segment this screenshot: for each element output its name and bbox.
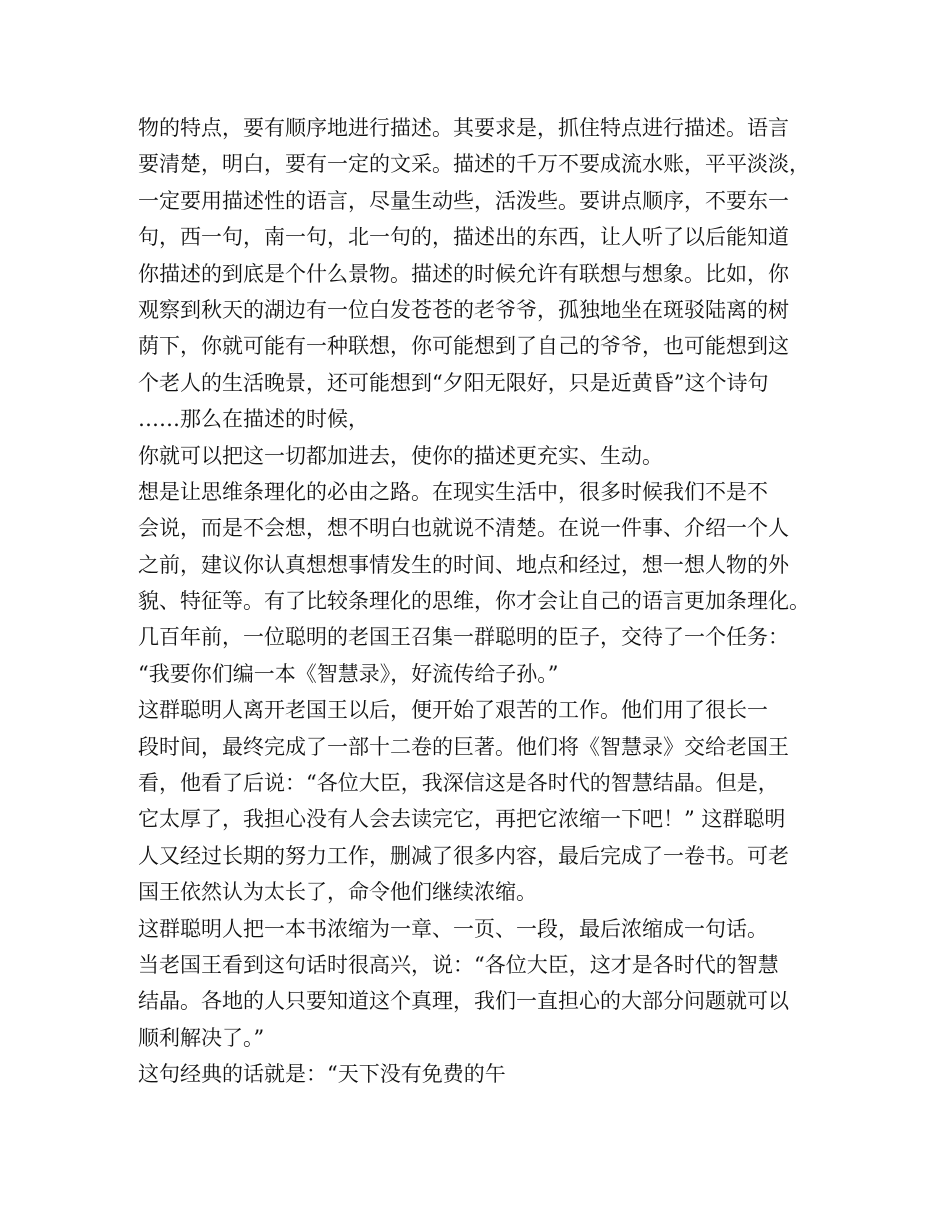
text-line: 个老人的生活晚景，还可能想到“夕阳无限好，只是近黄昏”这个诗句: [138, 370, 769, 395]
text-line: 物的特点，要有顺序地进行描述。其要求是，抓住特点进行描述。语言: [138, 116, 789, 140]
text-line: 一定要用描述性的语言，尽量生动些，活泼些。要讲点顺序，不要东一: [138, 188, 789, 213]
text-line: 这句经典的话就是：“天下没有免费的午: [138, 1062, 506, 1087]
text-line: 看，他看了后说：“各位大臣，我深信这是各时代的智慧结晶。但是，: [138, 771, 779, 796]
text-line: 荫下，你就可能有一种联想，你可能想到了自己的爷爷，也可能想到这: [138, 334, 789, 359]
text-line: 顺利解决了。”: [138, 1025, 265, 1050]
text-line: 段时间，最终完成了一部十二卷的巨著。他们将《智慧录》交给老国王: [138, 734, 789, 759]
text-line: 你就可以把这一切都加进去，使你的描述更充实、生动。: [138, 443, 663, 468]
text-line: 之前，建议你认真想想事情发生的时间、地点和经过，想一想人物的外: [138, 552, 789, 577]
text-line: 人又经过长期的努力工作，删减了很多内容，最后完成了一卷书。可老: [138, 843, 789, 868]
text-line: 要清楚，明白，要有一定的文采。描述的千万不要成流水账，平平淡淡，: [138, 152, 810, 177]
text-line: 句，西一句，南一句，北一句的，描述出的东西，让人听了以后能知道: [138, 225, 789, 250]
text-line: 几百年前，一位聪明的老国王召集一群聪明的臣子，交待了一个任务：: [138, 625, 789, 650]
text-line: 结晶。各地的人只要知道这个真理，我们一直担心的大部分问题就可以: [138, 989, 789, 1014]
text-line: “我要你们编一本《智慧录》，好流传给子孙。”: [138, 661, 559, 686]
text-line: 貌、特征等。有了比较条理化的思维，你才会让自己的语言更加条理化。: [138, 589, 810, 614]
text-line: 你描述的到底是个什么景物。描述的时候允许有联想与想象。比如，你: [138, 261, 789, 286]
text-line: ……那么在描述的时候，: [138, 407, 369, 432]
body-text: [138, 110, 818, 1093]
text-line: 这群聪明人把一本书浓缩为一章、一页、一段，最后浓缩成一句话。: [138, 916, 768, 941]
text-line: 当老国王看到这句话时很高兴，说：“各位大臣，这才是各时代的智慧: [138, 952, 779, 977]
text-line: 想是让思维条理化的必由之路。在现实生活中，很多时候我们不是不: [138, 479, 768, 504]
text-line: 这群聪明人离开老国王以后，便开始了艰苦的工作。他们用了很长一: [138, 698, 768, 723]
text-line: 它太厚了，我担心没有人会去读完它，再把它浓缩一下吧！” 这群聪明: [138, 807, 786, 832]
text-line: 国王依然认为太长了，命令他们继续浓缩。: [138, 880, 537, 905]
text-line: 会说，而是不会想，想不明白也就说不清楚。在说一件事、介绍一个人: [138, 516, 789, 541]
text-line: 观察到秋天的湖边有一位白发苍苍的老爷爷，孤独地坐在斑驳陆离的树: [138, 297, 789, 322]
